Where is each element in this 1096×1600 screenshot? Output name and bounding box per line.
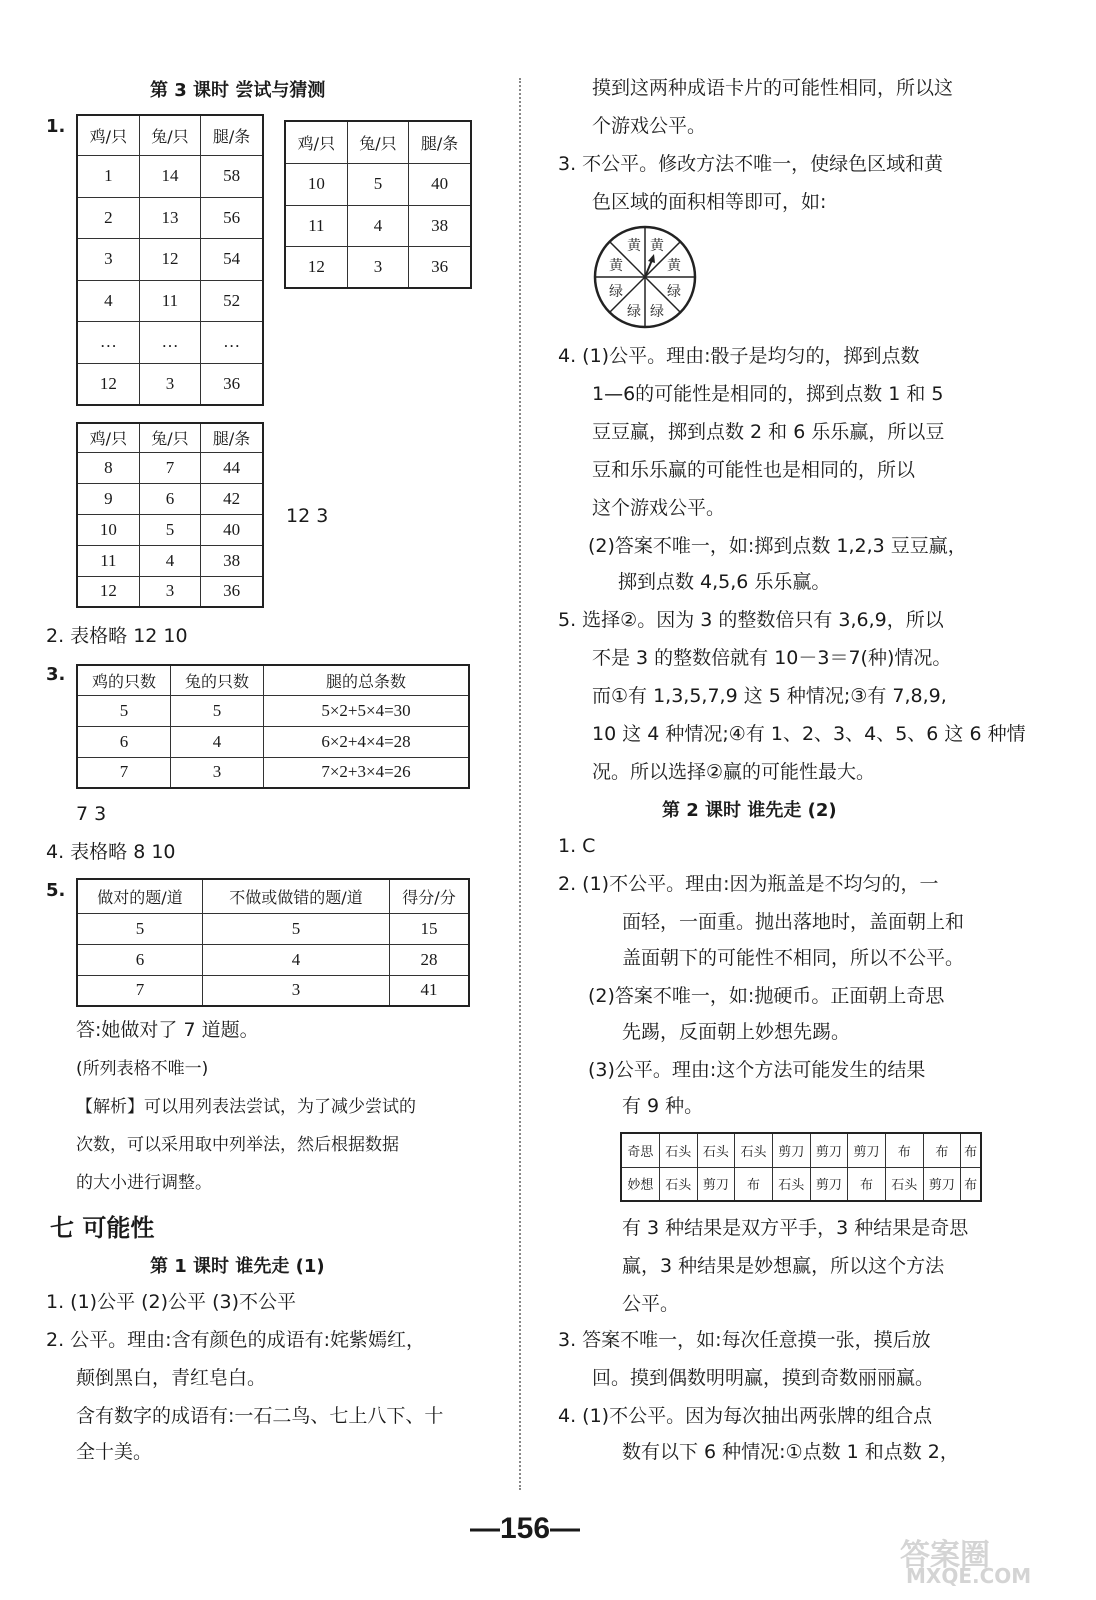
q4-line: 4. 表格略 8 10 bbox=[46, 841, 176, 863]
table-a-cell: 52 bbox=[201, 280, 263, 321]
table-d-cell: 7×2+3×4=26 bbox=[264, 757, 470, 788]
table-e-cell: 6 bbox=[77, 944, 203, 975]
table-b-header: 兔/只 bbox=[347, 121, 408, 163]
l2-q1: 1. C bbox=[558, 835, 596, 857]
table-c-cell: 11 bbox=[77, 545, 139, 576]
table-f-cell: 剪刀 bbox=[772, 1133, 810, 1167]
q4-line: 1—6的可能性是相同的，掷到点数 1 和 5 bbox=[592, 383, 944, 405]
table-a-cell: 14 bbox=[139, 155, 200, 197]
table-c-cell: 5 bbox=[139, 514, 200, 545]
q5-line: 5. 选择②。因为 3 的整数倍只有 3,6,9，所以 bbox=[558, 609, 944, 631]
q5-answer: 答:她做对了 7 道题。 bbox=[76, 1019, 259, 1041]
table-b-cell: 36 bbox=[409, 246, 471, 288]
table-b-cell: 12 bbox=[285, 246, 347, 288]
table-a-cell: 12 bbox=[77, 363, 139, 405]
table-a-header: 鸡/只 bbox=[77, 115, 139, 155]
watermark-text: 答案圈 bbox=[900, 1538, 990, 1573]
table-f-cell: 石头 bbox=[659, 1133, 697, 1167]
l2-q2-line: 先踢，反面朝上妙想先踢。 bbox=[622, 1021, 851, 1043]
table-a-cell: 36 bbox=[201, 363, 263, 405]
table-c-header: 鸡/只 bbox=[77, 423, 139, 452]
q5-number: 5. bbox=[46, 880, 66, 901]
l1-q2-line: 含有数字的成语有:一石二鸟、七上八下、十 bbox=[76, 1405, 444, 1427]
table-f-cell: 剪刀 bbox=[923, 1167, 961, 1201]
table-c-cell: 10 bbox=[77, 514, 139, 545]
table-d-cell: 4 bbox=[171, 726, 264, 757]
table-e-cell: 28 bbox=[390, 944, 470, 975]
l1-q1: 1. (1)公平 (2)公平 (3)不公平 bbox=[46, 1291, 296, 1313]
table-d-cell: 6 bbox=[77, 726, 171, 757]
table-a-cell: 4 bbox=[77, 280, 139, 321]
analysis-line: 次数，可以采用取中列举法，然后根据数据 bbox=[76, 1135, 399, 1155]
table-a bbox=[76, 114, 264, 406]
table-e-header: 得分/分 bbox=[390, 879, 470, 913]
table-e-header: 不做或做错的题/道 bbox=[203, 879, 390, 913]
table-f-cell: 奇思 bbox=[621, 1133, 659, 1167]
page-number: —156— bbox=[470, 1512, 581, 1545]
table-d-header: 鸡的只数 bbox=[77, 665, 171, 695]
l2-q2-line: (2)答案不唯一，如:抛硬币。正面朝上奇思 bbox=[588, 985, 945, 1007]
table-a-cell: 1 bbox=[77, 155, 139, 197]
table-a-cell: 12 bbox=[139, 238, 200, 280]
table-f bbox=[620, 1132, 982, 1202]
table-f-cell: 妙想 bbox=[621, 1167, 659, 1201]
table-a-header: 兔/只 bbox=[139, 115, 200, 155]
q5-line: 不是 3 的整数倍就有 10－3＝7(种)情况。 bbox=[592, 647, 952, 669]
table-e-cell: 15 bbox=[390, 913, 470, 944]
table-e-cell: 4 bbox=[203, 944, 390, 975]
q3-answer: 7 3 bbox=[76, 803, 107, 825]
l2-q2-line: 盖面朝下的可能性不相同，所以不公平。 bbox=[622, 947, 965, 969]
l1-q2-line: 全十美。 bbox=[76, 1441, 153, 1463]
l1-q2-line: 颠倒黑白，青红皂白。 bbox=[76, 1367, 267, 1389]
table-a-cell: 2 bbox=[77, 197, 139, 238]
table-b-cell: 5 bbox=[347, 163, 408, 205]
wheel-label: 绿 bbox=[667, 284, 681, 300]
table-c-cell: 42 bbox=[201, 483, 263, 514]
q5-line: 而①有 1,3,5,7,9 这 5 种情况;③有 7,8,9, bbox=[592, 685, 947, 707]
table-a-cell: 3 bbox=[77, 238, 139, 280]
l2-q4-line: 数有以下 6 种情况:①点数 1 和点数 2， bbox=[622, 1441, 959, 1463]
table-b-cell: 38 bbox=[409, 205, 471, 246]
table-c-cell: 3 bbox=[139, 576, 200, 607]
table-a-cell: 58 bbox=[201, 155, 263, 197]
table-a-cell: 11 bbox=[139, 280, 200, 321]
table-f-cell: 石头 bbox=[659, 1167, 697, 1201]
q3-number: 3. bbox=[46, 664, 66, 685]
table-d-cell: 5 bbox=[171, 695, 264, 726]
table-b-cell: 11 bbox=[285, 205, 347, 246]
table-c-cell: 36 bbox=[201, 576, 263, 607]
q5-note: (所列表格不唯一) bbox=[76, 1059, 209, 1079]
table-f-cell: 布 bbox=[735, 1167, 773, 1201]
table-d-cell: 5×2+5×4=30 bbox=[264, 695, 470, 726]
chapter-7-title: 七 可能性 bbox=[50, 1214, 155, 1242]
table-d-cell: 7 bbox=[77, 757, 171, 788]
table-a-header: 腿/条 bbox=[201, 115, 263, 155]
wheel-label: 黄 bbox=[609, 258, 623, 274]
table-f-cell: 石头 bbox=[885, 1167, 923, 1201]
spinner-wheel bbox=[592, 224, 698, 330]
table-f-cell: 布 bbox=[961, 1133, 981, 1167]
q3-line: 3. 不公平。修改方法不唯一，使绿色区域和黄 bbox=[558, 153, 944, 175]
l2-q4-line: 4. (1)不公平。因为每次抽出两张牌的组合点 bbox=[558, 1405, 933, 1427]
table-c-cell: 8 bbox=[77, 452, 139, 483]
q5-line: 况。所以选择②赢的可能性最大。 bbox=[592, 761, 876, 783]
table-b-cell: 4 bbox=[347, 205, 408, 246]
table-b-cell: 40 bbox=[409, 163, 471, 205]
q4-line: 4. (1)公平。理由:骰子是均匀的，掷到点数 bbox=[558, 345, 920, 367]
l2-q2-line: 面轻，一面重。抛出落地时，盖面朝上和 bbox=[622, 911, 965, 933]
table-d bbox=[76, 664, 470, 789]
table-d-cell: 3 bbox=[171, 757, 264, 788]
wheel-label: 绿 bbox=[609, 284, 623, 300]
table-f-cell: 布 bbox=[923, 1133, 961, 1167]
l2-q2-after: 有 3 种结果是双方平手，3 种结果是奇思 bbox=[622, 1217, 969, 1239]
table-a-cell: 3 bbox=[139, 363, 200, 405]
table-f-cell: 布 bbox=[885, 1133, 923, 1167]
table-a-cell: … bbox=[139, 321, 200, 363]
table-e-cell: 5 bbox=[77, 913, 203, 944]
q4-line: 这个游戏公平。 bbox=[592, 497, 726, 519]
table-f-cell: 石头 bbox=[697, 1133, 735, 1167]
table-f-cell: 剪刀 bbox=[810, 1133, 848, 1167]
table-c bbox=[76, 422, 264, 608]
table-c-cell: 9 bbox=[77, 483, 139, 514]
table-d-header: 腿的总条数 bbox=[264, 665, 470, 695]
table-b-header: 腿/条 bbox=[409, 121, 471, 163]
table-b-header: 鸡/只 bbox=[285, 121, 347, 163]
table-a-cell: 54 bbox=[201, 238, 263, 280]
lesson-1-title: 第 1 课时 谁先走 (1) bbox=[150, 1256, 325, 1277]
table-c-cell: 6 bbox=[139, 483, 200, 514]
table-c-cell: 40 bbox=[201, 514, 263, 545]
q1-answer: 12 3 bbox=[286, 505, 329, 527]
l2-q2-after: 公平。 bbox=[622, 1293, 680, 1315]
watermark-url: MXQE.COM bbox=[906, 1564, 1032, 1588]
wheel-label: 黄 bbox=[650, 238, 664, 254]
cont-line: 摸到这两种成语卡片的可能性相同，所以这 bbox=[592, 77, 954, 99]
q1-number: 1. bbox=[46, 116, 66, 137]
l2-q3-line: 回。摸到偶数明明赢，摸到奇数丽丽赢。 bbox=[592, 1367, 935, 1389]
wheel-label: 绿 bbox=[650, 304, 664, 320]
table-b-cell: 10 bbox=[285, 163, 347, 205]
table-c-cell: 44 bbox=[201, 452, 263, 483]
q4-line: 豆和乐乐赢的可能性也是相同的，所以 bbox=[592, 459, 916, 481]
table-c-cell: 4 bbox=[139, 545, 200, 576]
lesson-2-title: 第 2 课时 谁先走 (2) bbox=[662, 800, 837, 821]
table-f-cell: 剪刀 bbox=[697, 1167, 735, 1201]
table-f-cell: 布 bbox=[848, 1167, 886, 1201]
wheel-label: 黄 bbox=[627, 238, 641, 254]
table-f-cell: 布 bbox=[961, 1167, 981, 1201]
table-e-header: 做对的题/道 bbox=[77, 879, 203, 913]
table-e-cell: 41 bbox=[390, 975, 470, 1006]
table-c-cell: 12 bbox=[77, 576, 139, 607]
q4-line: (2)答案不唯一，如:掷到点数 1,2,3 豆豆赢， bbox=[588, 535, 967, 557]
table-e-cell: 7 bbox=[77, 975, 203, 1006]
table-c-cell: 7 bbox=[139, 452, 200, 483]
table-b bbox=[284, 120, 472, 289]
table-d-cell: 6×2+4×4=28 bbox=[264, 726, 470, 757]
cont-line: 个游戏公平。 bbox=[592, 115, 707, 137]
table-d-header: 兔的只数 bbox=[171, 665, 264, 695]
arrow-icon bbox=[648, 254, 655, 263]
table-a-cell: 13 bbox=[139, 197, 200, 238]
table-e-cell: 5 bbox=[203, 913, 390, 944]
table-c-header: 腿/条 bbox=[201, 423, 263, 452]
q5-line: 10 这 4 种情况;④有 1、2、3、4、5、6 这 6 种情 bbox=[592, 723, 1026, 745]
wheel-label: 黄 bbox=[667, 258, 681, 274]
table-f-cell: 石头 bbox=[772, 1167, 810, 1201]
table-c-header: 兔/只 bbox=[139, 423, 200, 452]
q2-line: 2. 表格略 12 10 bbox=[46, 625, 188, 647]
analysis-line: 【解析】可以用列表法尝试，为了减少尝试的 bbox=[76, 1097, 416, 1117]
column-divider bbox=[519, 78, 521, 1490]
table-a-cell: … bbox=[77, 321, 139, 363]
watermark bbox=[900, 1530, 1032, 1588]
analysis-line: 的大小进行调整。 bbox=[76, 1173, 212, 1193]
q3-line: 色区域的面积相等即可，如: bbox=[592, 191, 827, 213]
table-a-cell: … bbox=[201, 321, 263, 363]
l2-q3-line: 3. 答案不唯一，如:每次任意摸一张，摸后放 bbox=[558, 1329, 931, 1351]
l2-q2-line: 2. (1)不公平。理由:因为瓶盖是不均匀的，一 bbox=[558, 873, 939, 895]
wheel-label: 绿 bbox=[627, 304, 641, 320]
table-f-cell: 剪刀 bbox=[810, 1167, 848, 1201]
lesson-3-title: 第 3 课时 尝试与猜测 bbox=[150, 80, 326, 101]
q4-line: 豆豆赢，掷到点数 2 和 6 乐乐赢，所以豆 bbox=[592, 421, 945, 443]
table-e-cell: 3 bbox=[203, 975, 390, 1006]
l2-q2-after: 赢，3 种结果是妙想赢，所以这个方法 bbox=[622, 1255, 945, 1277]
table-a-cell: 56 bbox=[201, 197, 263, 238]
l2-q2-line: 有 9 种。 bbox=[622, 1095, 704, 1117]
l1-q2-line: 2. 公平。理由:含有颜色的成语有:姹紫嫣红， bbox=[46, 1329, 425, 1351]
table-f-cell: 石头 bbox=[735, 1133, 773, 1167]
table-f-cell: 剪刀 bbox=[848, 1133, 886, 1167]
table-e bbox=[76, 878, 470, 1007]
q4-line: 掷到点数 4,5,6 乐乐赢。 bbox=[618, 571, 831, 593]
table-d-cell: 5 bbox=[77, 695, 171, 726]
table-c-cell: 38 bbox=[201, 545, 263, 576]
table-b-cell: 3 bbox=[347, 246, 408, 288]
l2-q2-line: (3)公平。理由:这个方法可能发生的结果 bbox=[588, 1059, 926, 1081]
